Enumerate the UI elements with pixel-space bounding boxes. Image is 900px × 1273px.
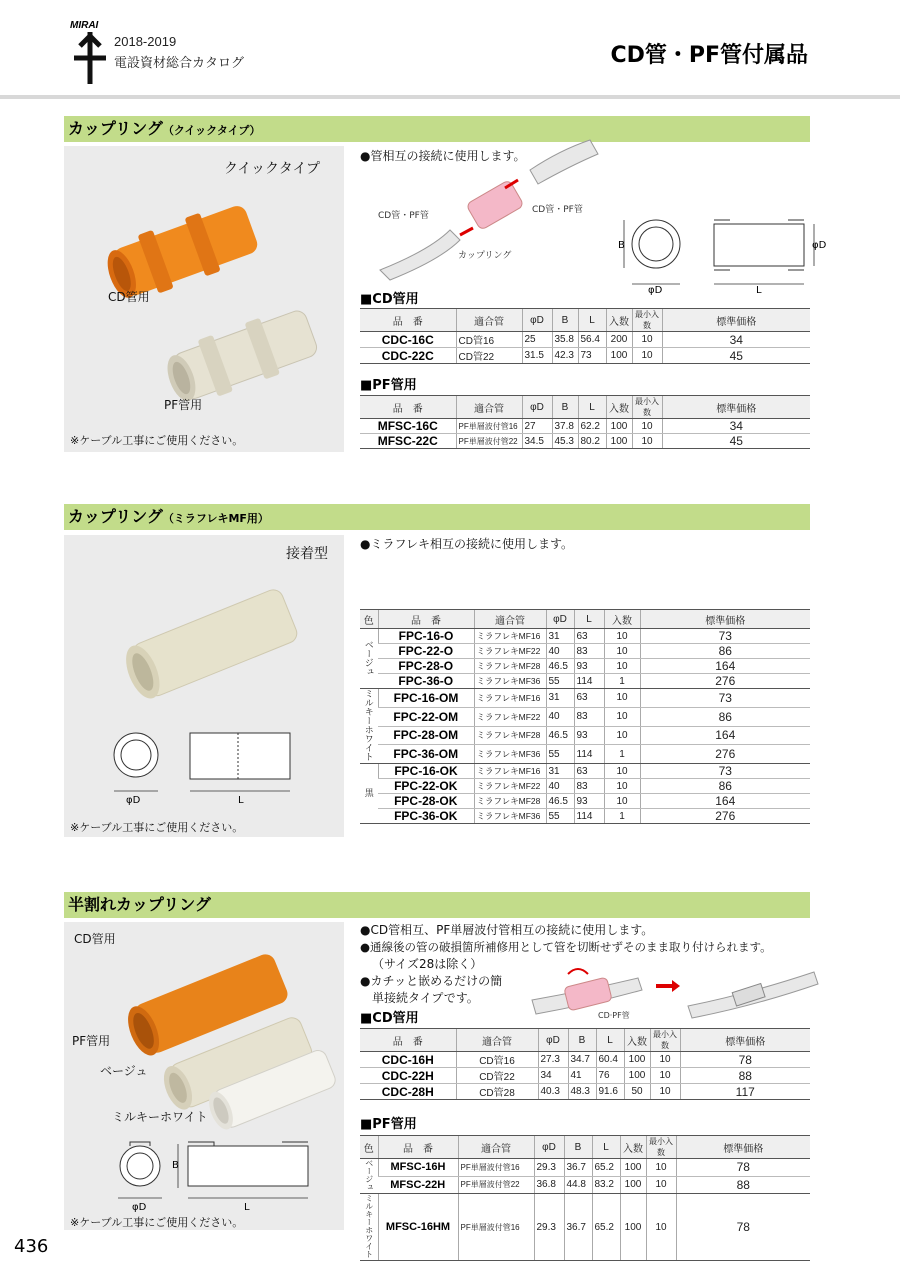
cell-pipe: ミラフレキMF28 — [474, 726, 546, 745]
cell-qty: 100 — [624, 1052, 650, 1068]
col-header: 標準価格 — [676, 1136, 810, 1159]
split-pf-table — [360, 1135, 810, 1261]
dim-D: φD — [132, 1202, 147, 1213]
cell-qty: 10 — [604, 764, 640, 779]
cell-qty: 10 — [604, 707, 640, 726]
cell-pipe: CD管16 — [456, 332, 522, 348]
cell-min-qty: 10 — [632, 348, 662, 364]
table-row — [360, 689, 810, 708]
color-group-label: ベージュ — [363, 639, 374, 676]
col-header: 入数 — [624, 1029, 650, 1052]
col-header: L — [578, 309, 606, 332]
cell-l: 63 — [574, 629, 604, 644]
col-header: 最小入数 — [646, 1136, 676, 1159]
cell-price: 34 — [662, 419, 810, 434]
cell-pipe: ミラフレキMF22 — [474, 644, 546, 659]
cell-d: 55 — [546, 745, 574, 764]
table-row — [360, 764, 810, 779]
split-pf-white-image — [204, 1047, 344, 1127]
cell-part-number: MFSC-22H — [378, 1176, 458, 1194]
col-header: B — [568, 1029, 596, 1052]
cell-qty: 10 — [604, 644, 640, 659]
section-subtitle: （ミラフレキMF用） — [162, 512, 269, 525]
col-header: 品 番 — [360, 309, 456, 332]
color-group-cell — [360, 1159, 378, 1194]
cell-part-number: CDC-22C — [360, 348, 456, 364]
cell-l: 91.6 — [596, 1084, 624, 1100]
cell-b: 37.8 — [552, 419, 578, 434]
section-header-miraflex — [64, 504, 810, 530]
cell-pipe: ミラフレキMF16 — [474, 764, 546, 779]
table-row — [360, 1194, 810, 1261]
table-row — [360, 348, 810, 364]
white-label: ミルキーホワイト — [112, 1110, 208, 1124]
cell-min-qty: 10 — [632, 419, 662, 434]
cell-part-number: FPC-36-OM — [378, 745, 474, 764]
dimension-drawing — [614, 200, 827, 296]
dim-D: φD — [126, 795, 141, 806]
cell-qty: 10 — [604, 794, 640, 809]
cell-b: 42.3 — [552, 348, 578, 364]
cell-part-number: MFSC-16C — [360, 419, 456, 434]
color-group-cell — [360, 764, 378, 824]
cell-price: 73 — [640, 689, 810, 708]
cell-d: 25 — [522, 332, 552, 348]
cell-qty: 10 — [604, 726, 640, 745]
cell-min-qty: 10 — [632, 332, 662, 348]
cell-qty: 100 — [606, 434, 632, 449]
col-header: φD — [546, 610, 574, 629]
page-number: 436 — [14, 1236, 49, 1257]
cell-qty: 10 — [604, 779, 640, 794]
cell-d: 40 — [546, 779, 574, 794]
cell-pipe: PF単層波付管16 — [458, 1194, 534, 1261]
adhesive-dimension-drawing — [104, 715, 304, 805]
col-header: 標準価格 — [662, 396, 810, 419]
cell-d: 31 — [546, 629, 574, 644]
cell-l: 114 — [574, 745, 604, 764]
cell-qty: 1 — [604, 809, 640, 824]
cable-note: ※ケーブル工事にご使用ください。 — [70, 434, 244, 447]
cell-pipe: ミラフレキMF28 — [474, 794, 546, 809]
cell-d: 29.3 — [534, 1194, 564, 1261]
product-photo-panel — [64, 922, 344, 1230]
cell-qty: 10 — [604, 629, 640, 644]
cell-pipe: PF単層波付管16 — [456, 419, 522, 434]
col-header: 標準価格 — [680, 1029, 810, 1052]
cell-qty: 10 — [604, 689, 640, 708]
cell-l: 83 — [574, 644, 604, 659]
split-dimension-drawing — [104, 1132, 324, 1212]
cable-note: ※ケーブル工事にご使用ください。 — [70, 821, 244, 834]
table-row — [360, 434, 810, 449]
cell-min-qty: 10 — [646, 1159, 676, 1177]
catalog-year: 2018-2019 — [114, 34, 177, 49]
cell-l: 93 — [574, 659, 604, 674]
dim-B: B — [172, 1160, 179, 1171]
col-header: 適合管 — [456, 309, 522, 332]
color-group-label: ベージュ — [364, 1159, 374, 1191]
catalog-name: 電設資材総合カタログ — [114, 56, 245, 71]
cell-l: 93 — [574, 726, 604, 745]
col-header: 入数 — [606, 396, 632, 419]
col-header: 適合管 — [458, 1136, 534, 1159]
usage-bullet-3: ●カチッと嵌めるだけの簡 — [360, 974, 503, 988]
table-row — [360, 726, 810, 745]
cell-d: 34.5 — [522, 434, 552, 449]
cell-price: 164 — [640, 659, 810, 674]
cell-b: 35.8 — [552, 332, 578, 348]
cell-l: 62.2 — [578, 419, 606, 434]
photo-caption: クイックタイプ — [224, 161, 321, 177]
table-header-row — [360, 1029, 810, 1052]
cell-d: 36.8 — [534, 1176, 564, 1194]
col-header: B — [564, 1136, 592, 1159]
page-title: CD管・PF管付属品 — [610, 43, 808, 68]
cell-pipe: ミラフレキMF36 — [474, 745, 546, 764]
cell-d: 55 — [546, 809, 574, 824]
table-row — [360, 1068, 810, 1084]
cd-label: CD管用 — [74, 932, 116, 946]
col-header: 適合管 — [474, 610, 546, 629]
cell-qty: 1 — [604, 745, 640, 764]
table-header-row — [360, 396, 810, 419]
cell-part-number: FPC-28-O — [378, 659, 474, 674]
product-photo-panel — [64, 535, 344, 837]
split-connection-diagram — [528, 960, 818, 1022]
cell-pipe: PF単層波付管16 — [458, 1159, 534, 1177]
table-row — [360, 1159, 810, 1177]
table-row — [360, 809, 810, 824]
cell-d: 46.5 — [546, 794, 574, 809]
cell-l: 93 — [574, 794, 604, 809]
pf-quick-table — [360, 395, 810, 449]
diagram-label-left: CD管・PF管 — [378, 211, 429, 221]
cell-price: 86 — [640, 779, 810, 794]
col-header: φD — [522, 396, 552, 419]
cell-b: 34.7 — [568, 1052, 596, 1068]
table-row — [360, 1176, 810, 1194]
table-row — [360, 644, 810, 659]
col-header: 最小入数 — [632, 396, 662, 419]
header-divider — [0, 95, 900, 99]
col-header: 入数 — [604, 610, 640, 629]
cell-l: 63 — [574, 689, 604, 708]
cell-b: 41 — [568, 1068, 596, 1084]
table-header-row — [360, 610, 810, 629]
table-row — [360, 779, 810, 794]
cell-part-number: FPC-36-O — [378, 674, 474, 689]
table-header-row — [360, 1136, 810, 1159]
cell-d: 55 — [546, 674, 574, 689]
cell-part-number: FPC-22-OM — [378, 707, 474, 726]
pf-table-heading: ■PF管用 — [360, 378, 417, 393]
cell-min-qty: 10 — [650, 1068, 680, 1084]
col-header: 最小入数 — [632, 309, 662, 332]
table-row — [360, 707, 810, 726]
cell-min-qty: 10 — [650, 1052, 680, 1068]
cell-pipe: ミラフレキMF36 — [474, 809, 546, 824]
cell-price: 86 — [640, 707, 810, 726]
diagram-label: CD·PF管 — [598, 1011, 630, 1020]
diagram-label-right: CD管・PF管 — [532, 205, 583, 215]
col-header: φD — [534, 1136, 564, 1159]
cell-d: 31 — [546, 764, 574, 779]
miraflex-table — [360, 609, 810, 824]
cell-qty: 200 — [606, 332, 632, 348]
cell-part-number: FPC-22-OK — [378, 779, 474, 794]
cell-price: 34 — [662, 332, 810, 348]
col-header: φD — [522, 309, 552, 332]
cell-part-number: FPC-16-OK — [378, 764, 474, 779]
cell-l: 56.4 — [578, 332, 606, 348]
cell-pipe: ミラフレキMF22 — [474, 707, 546, 726]
cell-qty: 10 — [604, 659, 640, 674]
col-header: B — [552, 309, 578, 332]
cell-min-qty: 10 — [632, 434, 662, 449]
usage-bullet-2-note: （サイズ28は除く） — [372, 957, 483, 971]
cell-qty: 100 — [606, 348, 632, 364]
cell-pipe: ミラフレキMF16 — [474, 629, 546, 644]
cell-qty: 50 — [624, 1084, 650, 1100]
cell-price: 45 — [662, 434, 810, 449]
cd-quick-table — [360, 308, 810, 364]
usage-bullet-2: ●通線後の管の破損箇所補修用として管を切断せずそのまま取り付けられます。 — [360, 940, 772, 954]
cell-part-number: FPC-36-OK — [378, 809, 474, 824]
cd-label: CD管用 — [108, 290, 150, 304]
cell-price: 73 — [640, 764, 810, 779]
svg-text:MIRAI: MIRAI — [70, 20, 99, 31]
table-row — [360, 332, 810, 348]
cell-pipe: ミラフレキMF36 — [474, 674, 546, 689]
cell-qty: 100 — [620, 1159, 646, 1177]
dim-L: L — [238, 795, 244, 806]
photo-caption: 接着型 — [286, 546, 328, 562]
cell-min-qty: 10 — [646, 1176, 676, 1194]
mirai-logo — [68, 18, 112, 88]
connection-diagram — [370, 140, 600, 290]
section-title: 半割れカップリング — [68, 895, 211, 914]
cell-part-number: CDC-22H — [360, 1068, 456, 1084]
cell-price: 78 — [680, 1052, 810, 1068]
usage-bullet: ●管相互の接続に使用します。 — [360, 149, 526, 163]
cell-l: 83 — [574, 779, 604, 794]
col-header: 色 — [360, 610, 378, 629]
section-subtitle: （クイックタイプ） — [162, 124, 261, 137]
cell-part-number: CDC-28H — [360, 1084, 456, 1100]
cell-price: 164 — [640, 794, 810, 809]
col-header: 入数 — [606, 309, 632, 332]
cell-b: 48.3 — [568, 1084, 596, 1100]
table-row — [360, 794, 810, 809]
cell-b: 36.7 — [564, 1159, 592, 1177]
cell-l: 60.4 — [596, 1052, 624, 1068]
cell-price: 276 — [640, 745, 810, 764]
cell-pipe: CD管28 — [456, 1084, 538, 1100]
cell-qty: 100 — [606, 419, 632, 434]
col-header: B — [552, 396, 578, 419]
cell-l: 83.2 — [592, 1176, 620, 1194]
pf-label: PF管用 — [72, 1034, 111, 1048]
cell-l: 76 — [596, 1068, 624, 1084]
color-group-label: ミルキーホワイト — [364, 1194, 374, 1258]
product-photo-panel — [64, 146, 344, 452]
cell-l: 65.2 — [592, 1194, 620, 1261]
section-title: カップリング — [68, 119, 163, 138]
col-header: φD — [538, 1029, 568, 1052]
dim-L: L — [756, 285, 762, 296]
cell-pipe: ミラフレキMF22 — [474, 779, 546, 794]
color-group-cell — [360, 689, 378, 764]
col-header: 適合管 — [456, 1029, 538, 1052]
cell-l: 114 — [574, 674, 604, 689]
col-header: L — [596, 1029, 624, 1052]
usage-bullet-3-cont: 単接続タイプです。 — [372, 991, 479, 1005]
usage-bullet-1: ●CD管相互、PF単層波付管相互の接続に使用します。 — [360, 923, 654, 937]
cell-price: 88 — [680, 1068, 810, 1084]
dim-D2: φD — [812, 240, 827, 251]
cell-pipe: CD管22 — [456, 1068, 538, 1084]
color-group-label: 黒 — [363, 788, 374, 797]
col-header: 標準価格 — [662, 309, 810, 332]
table-row — [360, 745, 810, 764]
cell-price: 73 — [640, 629, 810, 644]
table-row — [360, 1084, 810, 1100]
cell-qty: 100 — [624, 1068, 650, 1084]
cell-b: 36.7 — [564, 1194, 592, 1261]
cell-b: 44.8 — [564, 1176, 592, 1194]
table-row — [360, 629, 810, 644]
cell-d: 46.5 — [546, 726, 574, 745]
cable-note: ※ケーブル工事にご使用ください。 — [70, 1216, 244, 1229]
col-header: 品 番 — [378, 610, 474, 629]
table-row — [360, 674, 810, 689]
cell-part-number: MFSC-16H — [378, 1159, 458, 1177]
cell-d: 31 — [546, 689, 574, 708]
col-header: L — [574, 610, 604, 629]
split-cd-table — [360, 1028, 810, 1100]
cell-d: 40.3 — [538, 1084, 568, 1100]
adhesive-coupling-image — [114, 575, 314, 705]
cell-price: 86 — [640, 644, 810, 659]
cell-d: 34 — [538, 1068, 568, 1084]
dim-L: L — [244, 1202, 250, 1213]
col-header: 品 番 — [378, 1136, 458, 1159]
cell-l: 114 — [574, 809, 604, 824]
section-title: カップリング — [68, 507, 163, 526]
cell-price: 164 — [640, 726, 810, 745]
cell-part-number: FPC-16-OM — [378, 689, 474, 708]
pf-coupling-image — [154, 296, 334, 406]
col-header: 最小入数 — [650, 1029, 680, 1052]
cell-pipe: PF単層波付管22 — [458, 1176, 534, 1194]
section-header-quick — [64, 116, 810, 142]
cell-qty: 100 — [620, 1194, 646, 1261]
cell-min-qty: 10 — [646, 1194, 676, 1261]
cd-table-heading: ■CD管用 — [360, 292, 419, 307]
cell-pipe: ミラフレキMF16 — [474, 689, 546, 708]
cell-d: 27 — [522, 419, 552, 434]
cell-l: 65.2 — [592, 1159, 620, 1177]
cell-price: 78 — [676, 1159, 810, 1177]
cell-price: 276 — [640, 809, 810, 824]
cell-part-number: MFSC-16HM — [378, 1194, 458, 1261]
cell-qty: 100 — [620, 1176, 646, 1194]
section-header-split — [64, 892, 810, 918]
cell-price: 117 — [680, 1084, 810, 1100]
cell-part-number: MFSC-22C — [360, 434, 456, 449]
cell-l: 83 — [574, 707, 604, 726]
cell-d: 27.3 — [538, 1052, 568, 1068]
cell-l: 73 — [578, 348, 606, 364]
cell-pipe: PF単層波付管22 — [456, 434, 522, 449]
cell-part-number: CDC-16C — [360, 332, 456, 348]
col-header: L — [578, 396, 606, 419]
color-group-cell — [360, 629, 378, 689]
table-row — [360, 1052, 810, 1068]
dim-B: B — [618, 240, 625, 251]
cell-d: 40 — [546, 644, 574, 659]
cell-d: 40 — [546, 707, 574, 726]
cell-part-number: FPC-28-OM — [378, 726, 474, 745]
dim-D: φD — [648, 285, 663, 296]
diagram-label-coupling: カップリング — [458, 251, 512, 261]
table-header-row — [360, 309, 810, 332]
col-header: 品 番 — [360, 396, 456, 419]
table-row — [360, 419, 810, 434]
cell-price: 88 — [676, 1176, 810, 1194]
usage-bullet: ●ミラフレキ相互の接続に使用します。 — [360, 537, 574, 551]
cell-d: 46.5 — [546, 659, 574, 674]
beige-label: ベージュ — [100, 1064, 148, 1078]
col-header: 適合管 — [456, 396, 522, 419]
cell-part-number: FPC-22-O — [378, 644, 474, 659]
cell-part-number: FPC-28-OK — [378, 794, 474, 809]
cd-table-heading: ■CD管用 — [360, 1011, 419, 1026]
cell-d: 31.5 — [522, 348, 552, 364]
table-row — [360, 659, 810, 674]
pf-table-heading: ■PF管用 — [360, 1117, 417, 1132]
cell-price: 45 — [662, 348, 810, 364]
color-group-cell — [360, 1194, 378, 1261]
color-group-label: ミルキーホワイト — [363, 689, 374, 761]
cell-price: 276 — [640, 674, 810, 689]
cell-d: 29.3 — [534, 1159, 564, 1177]
col-header: 入数 — [620, 1136, 646, 1159]
cell-qty: 1 — [604, 674, 640, 689]
cell-l: 80.2 — [578, 434, 606, 449]
cell-pipe: CD管22 — [456, 348, 522, 364]
cell-pipe: CD管16 — [456, 1052, 538, 1068]
col-header: 標準価格 — [640, 610, 810, 629]
cell-part-number: CDC-16H — [360, 1052, 456, 1068]
cell-price: 78 — [676, 1194, 810, 1261]
cell-part-number: FPC-16-O — [378, 629, 474, 644]
pf-label: PF管用 — [164, 398, 203, 412]
cell-min-qty: 10 — [650, 1084, 680, 1100]
col-header: L — [592, 1136, 620, 1159]
cell-b: 45.3 — [552, 434, 578, 449]
cell-pipe: ミラフレキMF28 — [474, 659, 546, 674]
cell-l: 63 — [574, 764, 604, 779]
col-header: 色 — [360, 1136, 378, 1159]
col-header: 品 番 — [360, 1029, 456, 1052]
